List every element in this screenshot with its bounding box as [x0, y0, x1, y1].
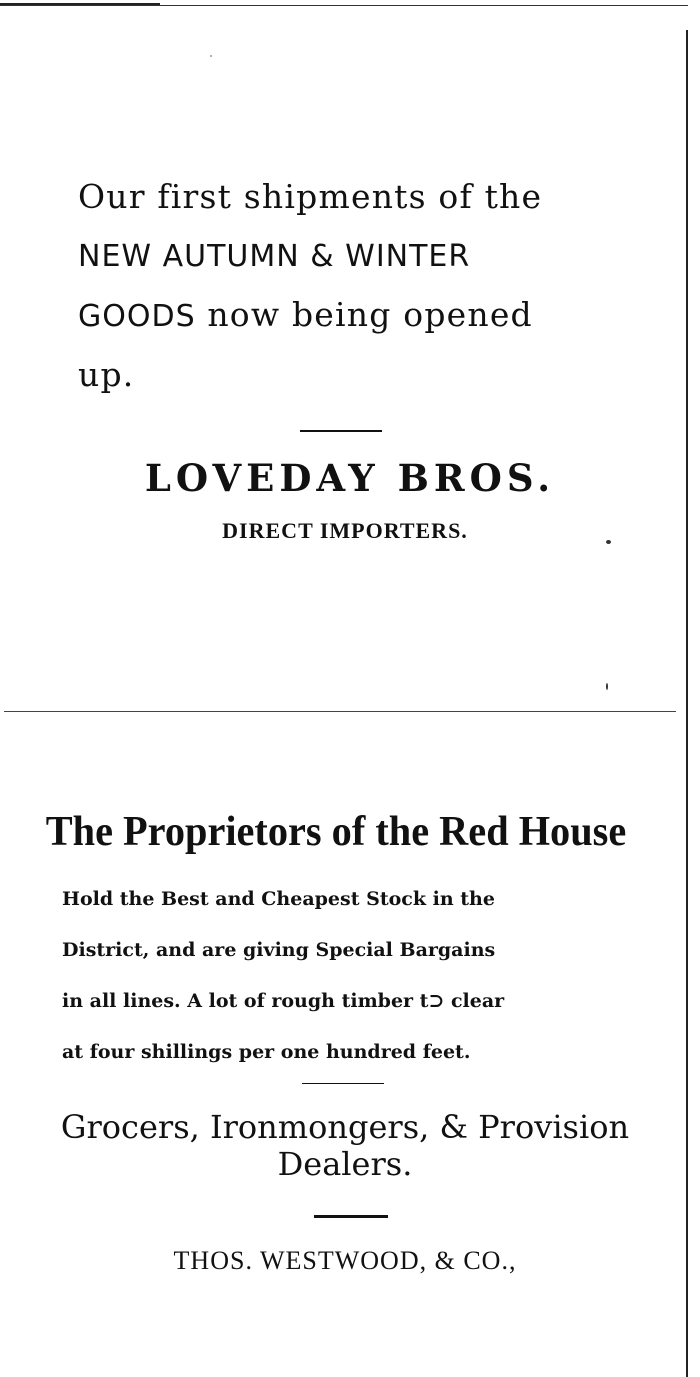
print-speck: [606, 683, 608, 690]
firm-tagline: DIRECT IMPORTERS.: [222, 518, 468, 543]
trade-line-2: Dealers.: [277, 1145, 413, 1183]
trade-line-1: Grocers, Ironmongers, & Provision: [60, 1108, 630, 1146]
firm-name-westwood: THOS. WESTWOOD, & CO.,: [173, 1246, 517, 1275]
separator-rule: [302, 1083, 384, 1084]
body-line-3: in all lines. A lot of rough timber t⊃ clear: [62, 990, 505, 1012]
announcement-goods: GOODS: [78, 299, 196, 334]
print-speck: [606, 540, 611, 544]
body-line-4: at four shillings per one hundred feet.: [62, 1041, 471, 1063]
body-line-2: District, and are giving Special Bargains: [62, 939, 496, 961]
shipment-announcement: [78, 168, 638, 404]
red-house-body: [62, 874, 652, 1078]
announcement-line-1: Our first shipments of the: [78, 177, 543, 216]
announcement-line-3: now being opened: [195, 295, 533, 334]
firm-name-loveday: LOVEDAY BROS.: [144, 456, 556, 500]
red-house-headline: The Proprietors of the Red House: [45, 809, 627, 855]
top-border-rule: [0, 5, 688, 6]
separator-rule: [300, 430, 382, 432]
announcement-line-4: up.: [78, 355, 135, 394]
announcement-line-2: NEW AUTUMN & WINTER: [78, 239, 471, 274]
separator-rule: [314, 1215, 388, 1218]
print-speck: [210, 55, 212, 57]
body-line-1: Hold the Best and Cheapest Stock in the: [62, 888, 495, 910]
trade-description: [0, 1109, 690, 1183]
advertisement-divider: [4, 711, 676, 712]
